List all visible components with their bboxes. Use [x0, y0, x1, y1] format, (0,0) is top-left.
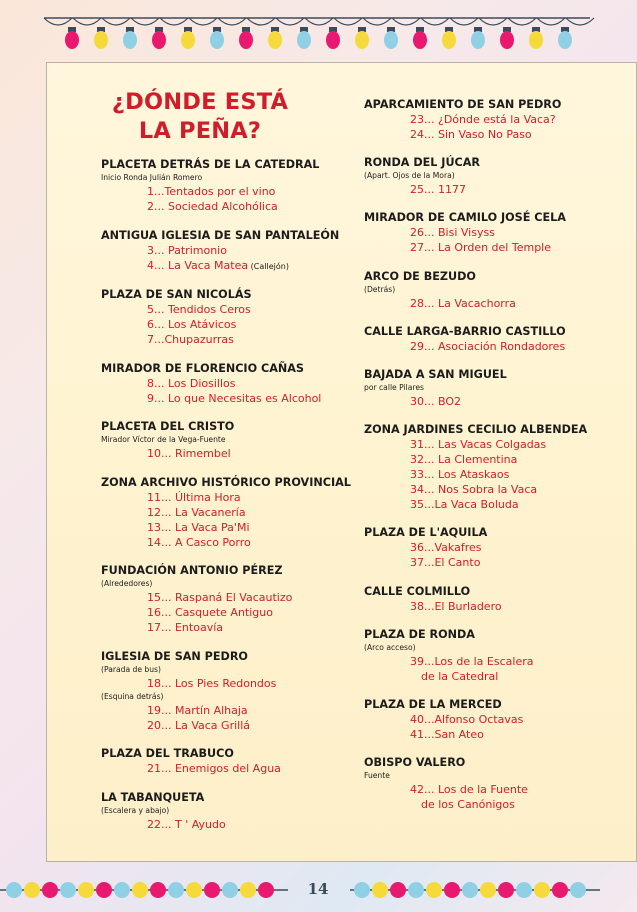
entry-text: 38...El Burladero [410, 599, 502, 613]
light-bulb-icon [65, 31, 79, 49]
pena-entry [101, 535, 351, 550]
polka-dot-icon [444, 882, 460, 898]
location-note [364, 382, 634, 394]
light-bulb-icon [181, 31, 195, 49]
light-bulb-icon [442, 31, 456, 49]
location-heading: MIRADOR DE FLORENCIO CAÑAS [101, 361, 304, 375]
pena-entry [364, 452, 634, 467]
polka-dot-icon [390, 882, 406, 898]
light-bulb-icon [152, 31, 166, 49]
page-title-line-2: LA PEÑA? [138, 118, 262, 144]
pena-entry [364, 654, 634, 669]
entry-text: 16... Casquete Antiguo [147, 606, 273, 619]
pena-entry-continuation [364, 669, 634, 684]
entry-text: 27... La Orden del Temple [410, 241, 551, 255]
pena-entry [101, 505, 351, 520]
page-title-line-1: ¿DÓNDE ESTÁ [111, 89, 289, 115]
light-bulb-icon [94, 31, 108, 49]
polka-dot-icon [222, 882, 238, 898]
location-heading: PLAZA DE RONDA [364, 627, 475, 641]
polka-dot-icon [60, 882, 76, 898]
location-note [364, 642, 634, 654]
entry-text: 33... Los Ataskaos [410, 468, 510, 482]
polka-dot-icon [372, 882, 388, 898]
polka-dot-icon [204, 882, 220, 898]
polka-dot-icon [114, 882, 130, 898]
location-heading: CALLE LARGA-BARRIO CASTILLO [364, 324, 566, 338]
light-bulb-icon [123, 31, 137, 49]
entry-text: 34... Nos Sobra la Vaca [410, 483, 538, 497]
location-section [364, 210, 634, 255]
pena-entry [101, 332, 351, 347]
pena-entry [101, 703, 351, 718]
location-heading: IGLESIA DE SAN PEDRO [101, 649, 248, 663]
location-section [364, 525, 634, 570]
entry-text: (Apart. Ojos de la Mora) [364, 171, 455, 181]
pena-entry [364, 394, 634, 409]
pena-entry [101, 446, 351, 461]
light-string-scallop [247, 18, 275, 25]
light-bulb-icon [384, 31, 398, 49]
entry-text: (Arco acceso) [364, 642, 416, 652]
location-heading: MIRADOR DE CAMILO JOSÉ CELA [364, 211, 566, 225]
location-note [364, 770, 634, 782]
light-string-scallop [421, 18, 449, 25]
location-section [101, 287, 351, 347]
location-section [101, 228, 351, 274]
entry-text: por calle Pilares [364, 382, 425, 392]
pena-entry [101, 718, 351, 733]
pena-entry [364, 712, 634, 727]
page-number: 14 [307, 880, 329, 898]
entry-text: (Esquina detrás) [101, 691, 164, 701]
light-string-scallop [102, 18, 130, 25]
location-section [101, 790, 351, 832]
entry-text: 1...Tentados por el vino [147, 185, 276, 198]
light-string-scallop [131, 18, 159, 25]
pena-entry [101, 817, 351, 832]
pena-entry [101, 199, 351, 214]
light-bulb-icon [558, 31, 572, 49]
entry-text: de la Catedral [421, 669, 499, 683]
pena-entry [101, 620, 351, 635]
entry-text: (Escalera y abajo) [101, 805, 170, 815]
polka-dot-icon [462, 882, 478, 898]
entry-text: Mirador Víctor de la Vega-Fuente [101, 435, 226, 444]
pena-entry [364, 112, 634, 127]
entry-text: 13... La Vaca Pa'Mi [147, 520, 250, 534]
entry-text: 15... Raspaná El Vacautizo [147, 591, 293, 604]
location-heading: APARCAMIENTO DE SAN PEDRO [364, 98, 562, 111]
entry-text: 3... Patrimonio [147, 243, 227, 257]
entry-text: 25... 1177 [410, 183, 466, 197]
location-section [101, 157, 351, 214]
location-heading: BAJADA A SAN MIGUEL [364, 367, 507, 381]
location-note [101, 805, 351, 817]
polka-dot-icon [132, 882, 148, 898]
light-string-scallop [537, 18, 565, 25]
polka-dot-icon [96, 882, 112, 898]
entry-text: 12... La Vacanería [147, 505, 246, 519]
light-string-scallop [566, 18, 594, 25]
entry-text: 14... A Casco Porro [147, 535, 251, 549]
location-section [101, 746, 351, 776]
polka-dot-icon [78, 882, 94, 898]
polka-dot-icon [552, 882, 568, 898]
location-section [364, 584, 634, 614]
entry-text: (Parada de bus) [101, 664, 161, 674]
pena-entry [364, 482, 634, 497]
entry-inline-note: (Callejón) [248, 261, 289, 271]
pena-entry [101, 520, 351, 535]
entry-text: Inicio Ronda Julián Romero [101, 173, 203, 182]
location-heading: LA TABANQUETA [101, 790, 205, 804]
pena-entry [364, 296, 634, 311]
light-bulb-icon [297, 31, 311, 49]
pena-entry [364, 437, 634, 452]
entry-text: 36...Vakafres [410, 541, 482, 555]
entry-text: 6... Los Atávicos [147, 318, 237, 331]
location-section [101, 475, 351, 550]
right-column [364, 97, 634, 825]
location-note [101, 172, 351, 184]
pena-entry [364, 555, 634, 570]
location-heading: PLACETA DEL CRISTO [101, 420, 235, 433]
entry-text: 29... Asociación Rondadores [410, 339, 566, 353]
entry-text: 21... Enemigos del Agua [147, 762, 281, 775]
location-section [101, 419, 351, 461]
polka-dot-icon [354, 882, 370, 898]
pena-entry [101, 376, 351, 391]
pena-entry-continuation [364, 797, 634, 812]
location-section [364, 324, 634, 354]
entry-text: 7...Chupazurras [147, 333, 234, 346]
pena-entry [101, 243, 351, 258]
entry-text: 23... ¿Dónde está la Vaca? [410, 113, 556, 126]
location-heading: FUNDACIÓN ANTONIO PÉREZ [101, 564, 283, 577]
pena-entry [101, 391, 351, 406]
polka-dot-icon [186, 882, 202, 898]
entry-text: 30... BO2 [410, 394, 461, 408]
pena-entry [364, 339, 634, 354]
entry-text: 35...La Vaca Boluda [410, 498, 519, 512]
pena-entry [364, 467, 634, 482]
entry-text: 8... Los Diosillos [147, 376, 236, 390]
location-section [364, 422, 634, 512]
light-string-scallop [334, 18, 362, 25]
pena-entry [364, 240, 634, 255]
entry-text: 32... La Clementina [410, 453, 518, 467]
entry-text: 20... La Vaca Grillá [147, 718, 251, 732]
pena-entry [101, 302, 351, 317]
light-bulb-icon [210, 31, 224, 49]
entry-text: 10... Rimembel [147, 447, 231, 460]
entry-text: 5... Tendidos Ceros [147, 303, 251, 316]
location-section [364, 697, 634, 742]
entry-text: 40...Alfonso Octavas [410, 712, 524, 726]
polka-dot-icon [480, 882, 496, 898]
location-section [101, 563, 351, 635]
light-bulb-icon [500, 31, 514, 49]
entry-text: 28... La Vacachorra [410, 296, 516, 310]
location-heading: ZONA JARDINES CECILIO ALBENDEA [364, 423, 588, 437]
polka-dot-icon [498, 882, 514, 898]
light-string-scallop [450, 18, 478, 25]
location-note [101, 664, 351, 676]
entry-text: de los Canónigos [421, 798, 515, 812]
entry-text: 18... Los Pies Redondos [147, 676, 277, 690]
entry-text: 42... Los de la Fuente [410, 783, 528, 797]
location-heading: PLAZA DE SAN NICOLÁS [101, 288, 252, 301]
location-section [101, 361, 351, 406]
location-heading: RONDA DEL JÚCAR [364, 156, 481, 170]
entry-text: 9... Lo que Necesitas es Alcohol [147, 391, 322, 405]
light-bulb-icon [413, 31, 427, 49]
light-string-scallop [44, 18, 72, 25]
pena-entry [101, 317, 351, 332]
polka-dot-icon [42, 882, 58, 898]
polka-dot-icon [24, 882, 40, 898]
pena-entry [364, 599, 634, 614]
pena-entry [101, 761, 351, 776]
location-section [364, 97, 634, 142]
location-heading: ANTIGUA IGLESIA DE SAN PANTALEÓN [101, 228, 340, 242]
entry-text: (Alrededores) [101, 579, 153, 588]
location-heading: PLAZA DEL TRABUCO [101, 747, 234, 760]
light-bulbs [44, 18, 594, 49]
light-string-scallop [160, 18, 188, 25]
entry-text: 37...El Canto [410, 556, 481, 570]
pena-entry [364, 225, 634, 240]
entry-text: 22... T ' Ayudo [147, 817, 226, 831]
location-heading: PLACETA DETRÁS DE LA CATEDRAL [101, 158, 320, 171]
entry-text: 11... Última Hora [147, 490, 241, 504]
location-note [364, 284, 634, 296]
pena-entry [364, 727, 634, 742]
location-heading: PLAZA DE LA MERCED [364, 697, 502, 711]
location-note [101, 691, 351, 703]
pena-entry [364, 127, 634, 142]
left-column [101, 157, 351, 845]
light-string-scallop [73, 18, 101, 25]
location-section [364, 755, 634, 812]
pena-entry [101, 184, 351, 199]
location-note [101, 578, 351, 590]
light-bulb-icon [355, 31, 369, 49]
pena-entry [364, 782, 634, 797]
light-string-scallop [363, 18, 391, 25]
light-bulb-icon [471, 31, 485, 49]
light-string-decoration [0, 0, 637, 60]
light-bulb-icon [529, 31, 543, 49]
entry-text: (Detrás) [364, 284, 396, 294]
entry-text: 19... Martín Alhaja [147, 703, 248, 717]
light-string-scallop [508, 18, 536, 25]
pena-entry [364, 182, 634, 197]
location-section [101, 649, 351, 733]
entry-text: 41...San Ateo [410, 727, 484, 741]
location-heading: PLAZA DE L'AQUILA [364, 526, 488, 540]
light-string-scallop [305, 18, 333, 25]
entry-text: 4... La Vaca Matea [147, 258, 249, 272]
light-string-scallop [189, 18, 217, 25]
polka-dot-icon [258, 882, 274, 898]
polka-dot-icon [426, 882, 442, 898]
polka-dot-icon [534, 882, 550, 898]
location-section [364, 269, 634, 311]
light-string-scallop [392, 18, 420, 25]
polka-dot-icon [150, 882, 166, 898]
location-note [364, 170, 634, 182]
entry-text: 39...Los de la Escalera [410, 654, 534, 668]
entry-text: 17... Entoavía [147, 621, 223, 634]
light-bulb-icon [268, 31, 282, 49]
location-heading: ARCO DE BEZUDO [364, 269, 476, 283]
light-string-scallop [276, 18, 304, 25]
entry-text: 31... Las Vacas Colgadas [410, 438, 547, 452]
polka-dot-icon [240, 882, 256, 898]
polka-dot-icon [168, 882, 184, 898]
pena-entry [101, 676, 351, 691]
pena-entry [101, 605, 351, 620]
light-string-scallop [218, 18, 246, 25]
polka-dot-icon [408, 882, 424, 898]
location-section [364, 627, 634, 684]
location-heading: ZONA ARCHIVO HISTÓRICO PROVINCIAL [101, 475, 351, 489]
pena-entry [101, 490, 351, 505]
light-string-scallop [479, 18, 507, 25]
pena-entry [364, 497, 634, 512]
entry-text: 2... Sociedad Alcohólica [147, 200, 278, 213]
polka-dot-icon [570, 882, 586, 898]
location-heading: OBISPO VALERO [364, 756, 466, 770]
pena-entry [364, 540, 634, 555]
light-bulb-icon [239, 31, 253, 49]
location-heading: CALLE COLMILLO [364, 584, 471, 598]
entry-text: 24... Sin Vaso No Paso [410, 128, 532, 141]
location-section [364, 367, 634, 409]
light-bulb-icon [326, 31, 340, 49]
pena-entry [101, 590, 351, 605]
polka-dot-icon [516, 882, 532, 898]
entry-text: Fuente [364, 771, 390, 781]
location-note [101, 434, 351, 446]
entry-text: 26... Bisi Visyss [410, 226, 495, 240]
pena-entry [101, 258, 351, 274]
location-section [364, 155, 634, 197]
polka-dot-icon [6, 882, 22, 898]
footer-dots [6, 882, 586, 898]
page-title [80, 88, 320, 146]
